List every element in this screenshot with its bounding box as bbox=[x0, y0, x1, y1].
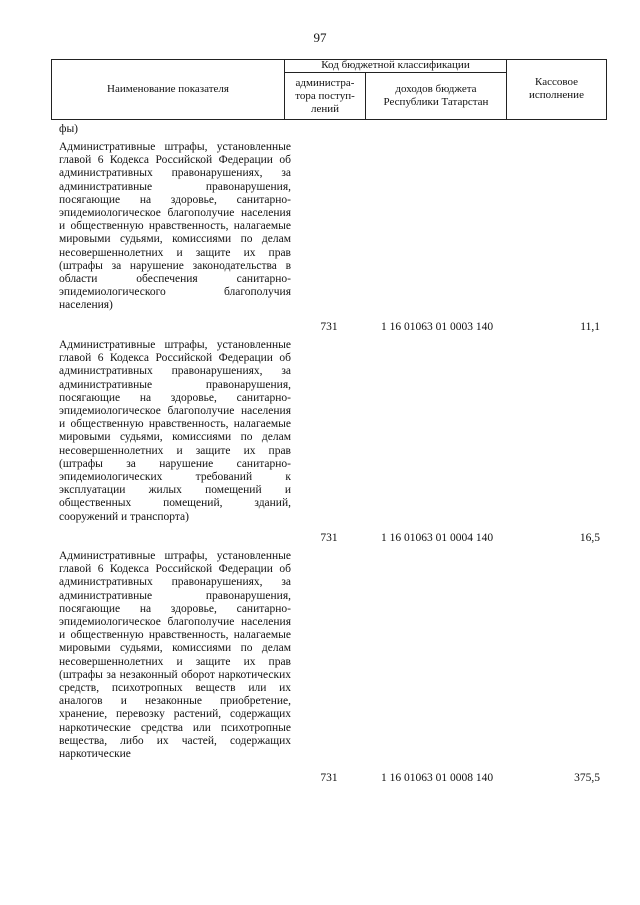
row-revenue-code: 1 16 01063 01 0008 140 bbox=[380, 772, 494, 784]
header-right-border bbox=[606, 59, 607, 119]
header-bottom-border bbox=[51, 119, 607, 120]
header-classification-code: Код бюджетной классификации bbox=[321, 59, 470, 71]
row-admin-code: 731 bbox=[320, 532, 338, 544]
header-indicator-name: Наименование показателя bbox=[107, 82, 229, 95]
row-amount: 375,5 bbox=[574, 772, 600, 784]
continuation-text: фы) bbox=[59, 123, 79, 135]
row-description: Административные штрафы, установленные главой 6 Кодекса Российской Федерации об административных правонарушениях, за административные правонарушения, посягающие на здоровье, санитарно-эпидемиологическое благополучие населения и общественную нравственность, налагаемые мировыми судьями, комиссиями по делам несовершеннолетних и защите их прав (штрафы за нарушение санитарно-эпидемиологических требований к эксплуатации жилых помещений и общественных помещений, зданий, сооружений и транспорта) bbox=[59, 339, 291, 523]
row-amount: 16,5 bbox=[579, 532, 600, 544]
table-header bbox=[51, 59, 607, 119]
header-admin-col: администра- тора поступ- лений bbox=[295, 76, 355, 115]
row-amount: 11,1 bbox=[580, 321, 600, 333]
row-description: Административные штрафы, установленные главой 6 Кодекса Российской Федерации об административных правонарушениях, за административные правонарушения, посягающие на здоровье, санитарно-эпидемиологическое благополучие населения и общественную нравственность, налагаемые мировыми судьями, комиссиями по делам несовершеннолетних и защите их прав (штрафы за нарушение законодательства в области обеспечения санитарно-эпидемиологического благополучия населения) bbox=[59, 141, 291, 312]
header-execution-col: Кассовое исполнение bbox=[529, 76, 584, 101]
row-revenue-code: 1 16 01063 01 0004 140 bbox=[380, 532, 494, 544]
header-revenue-col: доходов бюджета Республики Татарстан bbox=[383, 83, 489, 108]
row-description: Административные штрафы, установленные главой 6 Кодекса Российской Федерации об административных правонарушениях, за административные правонарушения, посягающие на здоровье, санитарно-эпидемиологическое благополучие населения и общественную нравственность, налагаемые мировыми судьями, комиссиями по делам несовершеннолетних и защите их прав (штрафы за незаконный оборот наркотических средств, психотропных веществ или их аналогов и незаконные приобретение, хранение, перевозку растений, содержащих наркотические средства или психотропные вещества, либо их частей, содержащих наркотические bbox=[59, 550, 291, 761]
row-admin-code: 731 bbox=[320, 321, 338, 333]
row-admin-code: 731 bbox=[320, 772, 338, 784]
page-number: 97 bbox=[313, 30, 327, 45]
row-revenue-code: 1 16 01063 01 0003 140 bbox=[380, 321, 494, 333]
